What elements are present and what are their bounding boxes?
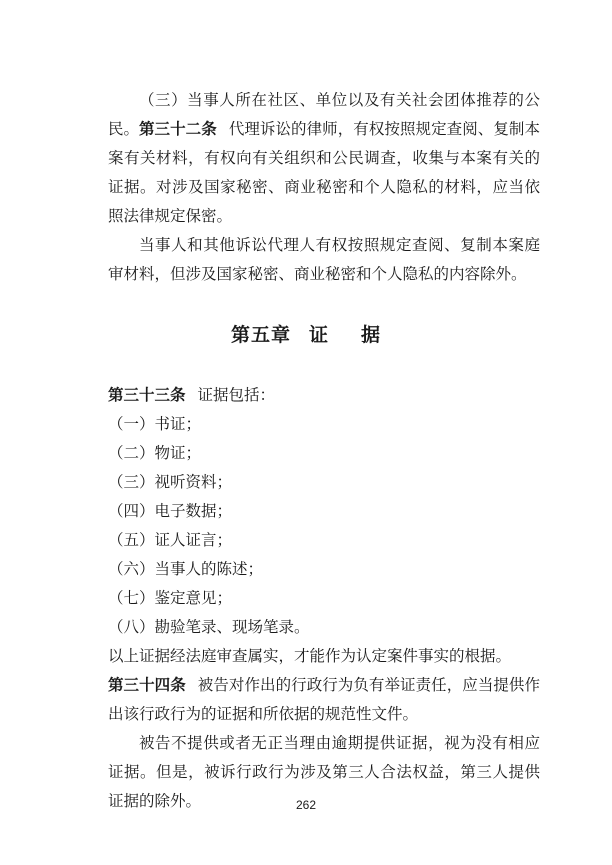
paragraph-article-34 — [108, 671, 540, 729]
article-number: 第三十三条 — [108, 386, 186, 404]
article-number: 第三十四条 — [108, 676, 186, 694]
chapter-title-char-2: 据 — [361, 324, 382, 346]
chapter-title-char-1: 证 — [308, 324, 329, 346]
article-text: 被告对作出的行政行为负有举证责任，应当提供作出该行政行为的证据和所依据的规范性文件。 — [108, 676, 540, 723]
list-item: （七）鉴定意见； — [108, 589, 233, 607]
list-item: （五）证人证言； — [108, 531, 233, 549]
paragraph-item-three: （三）当事人所在社区、单位以及有关社会团体推荐的公民。 — [108, 91, 540, 138]
list-item: （八）勘验笔录、现场笔录。 — [108, 618, 310, 636]
article-intro: 证据包括： — [197, 386, 276, 404]
article-text: 代理诉讼的律师，有权按照规定查阅、复制本案有关材料，有权向有关组织和公民调查，收集与本案有关的证据。对涉及国家秘密、商业秘密和个人隐私的材料，应当依照法律规定保密。 — [108, 120, 540, 225]
list-item: （二）物证； — [108, 444, 202, 462]
list-item: （一）书证； — [108, 415, 202, 433]
article-number: 第三十二条 — [139, 120, 217, 138]
paragraph-article-33 — [108, 381, 275, 410]
paragraph-agents-access: 当事人和其他诉讼代理人有权按照规定查阅、复制本案庭审材料，但涉及国家秘密、商业秘密和个人隐私的内容除外。 — [108, 236, 540, 283]
chapter-heading — [0, 320, 612, 347]
page-number: 262 — [295, 798, 317, 812]
list-item: （六）当事人的陈述； — [108, 560, 264, 578]
paragraph-evidence-closing: 以上证据经法庭审查属实，才能作为认定案件事实的根据。 — [108, 647, 512, 665]
list-item: （三）视听资料； — [108, 473, 233, 491]
paragraph-burden-of-proof: 被告不提供或者无正当理由逾期提供证据，视为没有相应证据。但是，被诉行政行为涉及第三人合法权益，第三人提供证据的除外。 — [108, 734, 540, 810]
chapter-number: 第五章 — [230, 324, 291, 346]
paragraph-article-32 — [108, 115, 540, 231]
list-item: （四）电子数据； — [108, 502, 233, 520]
